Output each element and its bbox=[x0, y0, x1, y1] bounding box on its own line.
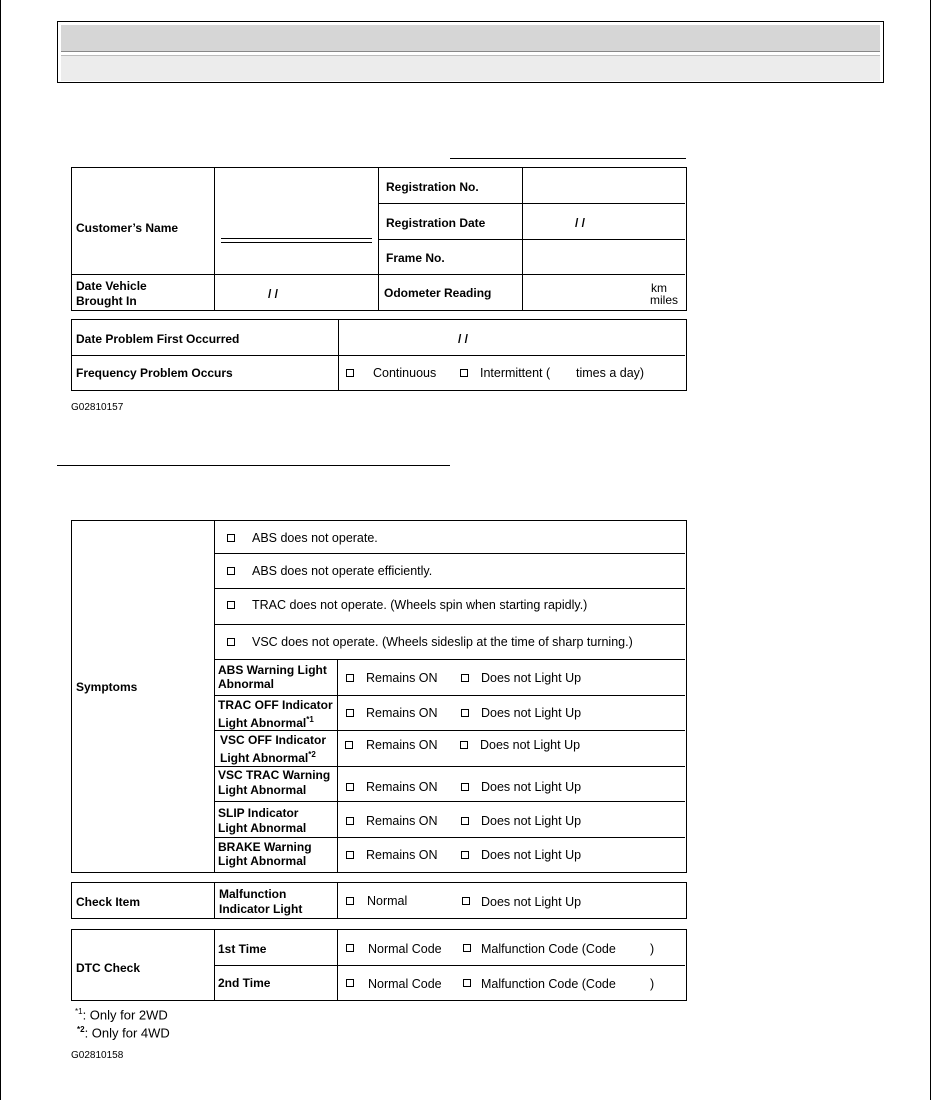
footnote-1 bbox=[75, 1007, 168, 1022]
table-divider bbox=[215, 659, 685, 660]
normal-code-label: Normal Code bbox=[368, 942, 442, 956]
registration-date-label: Registration Date bbox=[386, 216, 486, 230]
dtc-check-label: DTC Check bbox=[76, 961, 141, 975]
warning-label bbox=[220, 748, 316, 765]
does-not-light-checkbox[interactable] bbox=[461, 674, 469, 682]
warning-label: VSC TRAC Warning bbox=[218, 768, 331, 782]
remains-on-checkbox[interactable] bbox=[345, 741, 353, 749]
does-not-light-label: Does not Light Up bbox=[481, 706, 582, 720]
symptom-option: ABS does not operate efficiently. bbox=[252, 564, 433, 578]
warning-label: Light Abnormal bbox=[218, 854, 307, 868]
footnote-marker: *1 bbox=[306, 715, 314, 724]
name-underline bbox=[221, 242, 372, 243]
mil-label: Malfunction bbox=[219, 887, 287, 901]
warning-label: TRAC OFF Indicator bbox=[218, 698, 333, 712]
page-border-left bbox=[0, 0, 1, 1100]
table-divider bbox=[215, 965, 685, 966]
symptom-checkbox[interactable] bbox=[227, 534, 235, 542]
symptom-option: ABS does not operate. bbox=[252, 531, 378, 545]
table-divider bbox=[215, 730, 685, 731]
check-item-label: Check Item bbox=[76, 895, 141, 909]
remains-on-checkbox[interactable] bbox=[346, 674, 354, 682]
customer-name-label: Customer’s Name bbox=[76, 221, 179, 235]
normal-code-checkbox[interactable] bbox=[346, 944, 354, 952]
table-divider bbox=[215, 553, 685, 554]
table-divider bbox=[214, 883, 215, 918]
dtc-second-label: 2nd Time bbox=[218, 976, 271, 990]
table-divider bbox=[215, 624, 685, 625]
does-not-light-label: Does not Light Up bbox=[481, 848, 582, 862]
intermittent-checkbox[interactable] bbox=[460, 369, 468, 377]
normal-code-label: Normal Code bbox=[368, 977, 442, 991]
remains-on-checkbox[interactable] bbox=[346, 709, 354, 717]
does-not-light-label: Does not Light Up bbox=[481, 895, 582, 909]
odometer-label: Odometer Reading bbox=[384, 286, 492, 300]
figure-id: G02810158 bbox=[71, 1050, 124, 1061]
date-vehicle-label: Date Vehicle bbox=[76, 279, 147, 293]
mil-label: Indicator Light bbox=[219, 902, 303, 916]
times-a-day-label: times a day) bbox=[576, 366, 645, 380]
remains-on-label: Remains ON bbox=[366, 738, 438, 752]
table-divider bbox=[214, 168, 215, 310]
odometer-unit-miles: miles bbox=[650, 293, 679, 307]
table-divider bbox=[214, 521, 215, 872]
header-title-bar bbox=[61, 25, 880, 52]
close-paren: ) bbox=[650, 942, 655, 956]
remains-on-label: Remains ON bbox=[366, 814, 438, 828]
remains-on-label: Remains ON bbox=[366, 671, 438, 685]
warning-label: SLIP Indicator bbox=[218, 806, 299, 820]
warning-label bbox=[218, 713, 314, 730]
remains-on-checkbox[interactable] bbox=[346, 851, 354, 859]
symptom-checkbox[interactable] bbox=[227, 567, 235, 575]
symptom-option: TRAC does not operate. (Wheels spin when starting rapidly.) bbox=[252, 598, 588, 612]
normal-code-checkbox[interactable] bbox=[346, 979, 354, 987]
warning-label-text: Light Abnormal bbox=[220, 751, 309, 765]
remains-on-label: Remains ON bbox=[366, 848, 438, 862]
symptom-option: VSC does not operate. (Wheels sideslip at the time of sharp turning.) bbox=[252, 635, 633, 649]
does-not-light-checkbox[interactable] bbox=[461, 817, 469, 825]
figure-id: G02810157 bbox=[71, 402, 124, 413]
registration-date-value: / / bbox=[575, 216, 586, 230]
malfunction-code-checkbox[interactable] bbox=[463, 979, 471, 987]
warning-label: Abnormal bbox=[218, 677, 275, 691]
table-divider bbox=[215, 766, 685, 767]
warning-label: ABS Warning Light bbox=[218, 663, 327, 677]
footnote-2 bbox=[77, 1025, 170, 1040]
table-divider bbox=[378, 203, 685, 204]
symptoms-label: Symptoms bbox=[76, 680, 138, 694]
table-divider bbox=[215, 801, 685, 802]
header-subtitle-bar bbox=[61, 55, 880, 81]
table-divider bbox=[215, 588, 685, 589]
continuous-label: Continuous bbox=[373, 366, 437, 380]
remains-on-checkbox[interactable] bbox=[346, 817, 354, 825]
table-divider bbox=[378, 239, 685, 240]
warning-label: VSC OFF Indicator bbox=[220, 733, 327, 747]
table-divider bbox=[72, 355, 685, 356]
date-vehicle-value: / / bbox=[268, 287, 279, 301]
title-underline-2 bbox=[57, 465, 450, 466]
does-not-light-checkbox[interactable] bbox=[461, 783, 469, 791]
registration-no-label: Registration No. bbox=[386, 180, 479, 194]
date-vehicle-label: Brought In bbox=[76, 294, 137, 308]
warning-label: Light Abnormal bbox=[218, 783, 307, 797]
footnote-text: : Only for 4WD bbox=[84, 1025, 170, 1041]
malfunction-code-checkbox[interactable] bbox=[463, 944, 471, 952]
does-not-light-checkbox[interactable] bbox=[460, 741, 468, 749]
date-first-label: Date Problem First Occurred bbox=[76, 332, 240, 346]
footnote-text: : Only for 2WD bbox=[82, 1007, 168, 1023]
warning-label: BRAKE Warning bbox=[218, 840, 312, 854]
dtc-first-label: 1st Time bbox=[218, 942, 267, 956]
does-not-light-checkbox[interactable] bbox=[462, 897, 470, 905]
does-not-light-label: Does not Light Up bbox=[481, 780, 582, 794]
page-header bbox=[57, 21, 884, 83]
date-first-value: / / bbox=[458, 332, 469, 346]
normal-checkbox[interactable] bbox=[346, 897, 354, 905]
table-divider bbox=[72, 274, 685, 275]
intermittent-label: Intermittent ( bbox=[480, 366, 551, 380]
title-underline-1 bbox=[450, 158, 686, 159]
symptom-checkbox[interactable] bbox=[227, 638, 235, 646]
does-not-light-label: Does not Light Up bbox=[480, 738, 581, 752]
footnote-marker: *2 bbox=[308, 750, 316, 759]
warning-label-text: Light Abnormal bbox=[218, 716, 307, 730]
table-divider bbox=[215, 695, 685, 696]
footnote-marker: *1 bbox=[75, 1007, 83, 1016]
malfunction-code-label: Malfunction Code (Code bbox=[481, 942, 616, 956]
does-not-light-checkbox[interactable] bbox=[461, 709, 469, 717]
warning-label: Light Abnormal bbox=[218, 821, 307, 835]
symptom-checkbox[interactable] bbox=[227, 601, 235, 609]
does-not-light-label: Does not Light Up bbox=[481, 671, 582, 685]
continuous-checkbox[interactable] bbox=[346, 369, 354, 377]
odometer-unit-km: km bbox=[651, 281, 667, 295]
does-not-light-checkbox[interactable] bbox=[461, 851, 469, 859]
name-underline bbox=[221, 238, 372, 239]
frequency-label: Frequency Problem Occurs bbox=[76, 366, 233, 380]
footnote-marker: *2 bbox=[77, 1025, 85, 1034]
remains-on-label: Remains ON bbox=[366, 780, 438, 794]
normal-label: Normal bbox=[367, 894, 408, 908]
page-border-right bbox=[930, 0, 931, 1100]
table-divider bbox=[337, 883, 338, 918]
malfunction-code-label: Malfunction Code (Code bbox=[481, 977, 616, 991]
does-not-light-label: Does not Light Up bbox=[481, 814, 582, 828]
problem-info-table bbox=[71, 319, 687, 391]
customer-info-table bbox=[71, 167, 687, 311]
close-paren: ) bbox=[650, 977, 655, 991]
remains-on-checkbox[interactable] bbox=[346, 783, 354, 791]
frame-no-label: Frame No. bbox=[386, 251, 445, 265]
remains-on-label: Remains ON bbox=[366, 706, 438, 720]
table-divider bbox=[215, 837, 685, 838]
